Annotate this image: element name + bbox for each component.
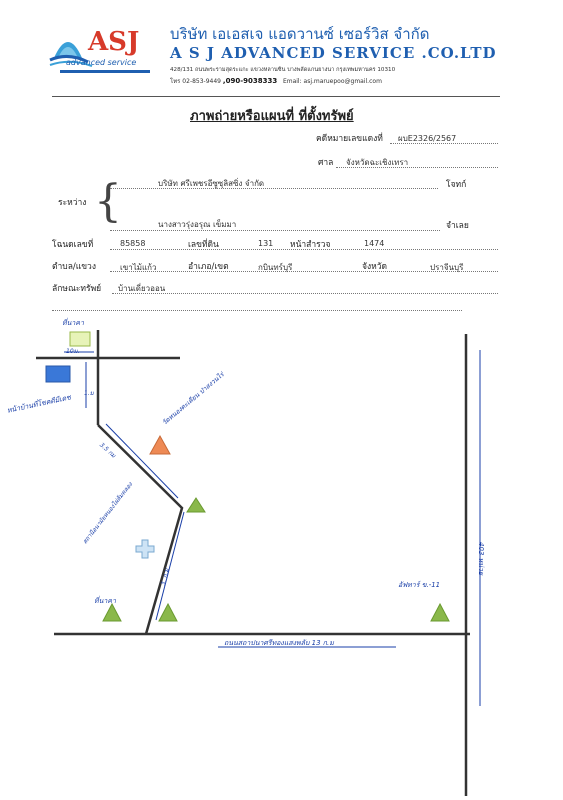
svg-text:ASJ: ASJ [88, 27, 140, 57]
label-road-35: 3.5 กม [97, 441, 117, 460]
label-rice-field-left: ที่นาคา [94, 597, 116, 605]
land-no-label: เลขที่ดิน [188, 240, 219, 250]
survey-value: 1474 [364, 239, 385, 248]
defendant-name: นางสาวรุ่งอรุณ เข็มมา [158, 220, 237, 229]
property-type-value: บ้านเดี่ยวออน [118, 284, 166, 293]
company-contact [170, 76, 382, 86]
landmark-triangle-1 [187, 498, 205, 512]
label-dist-1m: 1.ม [84, 390, 94, 397]
survey-label: หน้าสำรวจ [290, 240, 331, 250]
label-rice-field-top: ที่นาคา [62, 319, 84, 327]
between-label: ระหว่าง [58, 198, 87, 208]
plaintiff-role: โจทก์ [446, 180, 467, 190]
court-value: จังหวัดฉะเชิงเทรา [346, 158, 409, 167]
land-no-value: 131 [258, 239, 274, 248]
case-no-value: ผบE2326/2567 [398, 134, 457, 143]
phone-label: โทร 02-853-9449 [170, 78, 221, 85]
defendant-role: จำเลย [446, 221, 469, 231]
property-line [112, 293, 498, 294]
province-label: จังหวัด [362, 262, 388, 272]
label-403: 403 หน่วย [477, 542, 485, 576]
company-address: 428/131 ถนนพระรามสุดระแกะ แขวงหลานซิน บางพลัดแกนยางนา กรุงเทพมหานคร 10310 [170, 67, 396, 73]
label-dist-3km: 3. ก.ม [159, 567, 171, 587]
company-name-th: บริษัท เอเอสเจ แอดวานซ์ เซอร์วิส จำกัด [170, 25, 430, 43]
case-no-label: คดีหมายเลขแดงที่ [316, 134, 383, 144]
email: Email: asj.maruepoo@gmail.com [282, 78, 382, 85]
deed-value: 85858 [120, 239, 146, 248]
logo-underline [60, 70, 150, 73]
landmark-triangle-3 [159, 604, 177, 621]
subdistrict-value: เขาไม้แก้ว [120, 263, 157, 272]
district-label: อำเภอ/เขต [188, 262, 229, 272]
logo-tagline: advanced service [66, 58, 137, 67]
rice-field-marker [70, 332, 90, 346]
property-type-label: ลักษณะทรัพย์ [52, 284, 102, 294]
label-bottom-road: ถนนสถาปนาศรีทองแสงพลับ 13 ก.ม [224, 639, 334, 647]
district-value: กบินทร์บุรี [258, 263, 293, 272]
brace-icon: { [94, 176, 122, 227]
property-location-triangle [150, 436, 170, 454]
health-center-cross-icon [136, 540, 154, 558]
province-value: ปราจีนบุรี [430, 263, 464, 272]
document-title: ภาพถ่ายหรือแผนที่ ที่ตั้งทรัพย์ [190, 109, 354, 124]
phone-mobile: ,090-9038333 [222, 77, 278, 85]
header-divider [52, 96, 500, 97]
subdistrict-label: ตำบล/แขวง [52, 262, 96, 272]
label-house-neighbor: หน้าบ้านที่โชคดีมีเดช [6, 393, 72, 415]
deed-label: โฉนดเลขที่ [52, 240, 94, 250]
neighbor-house-marker [46, 366, 70, 382]
court-label: ศาล [318, 158, 334, 168]
label-health-center: สถานีอนามัยหนองไผ่ส้มคลอง [81, 481, 135, 546]
company-name-en: A S J ADVANCED SERVICE .CO.LTD [170, 44, 497, 62]
plaintiff-name: บริษัท ศรีเพชรอีซูซุลิสซิ่ง จำกัด [158, 179, 265, 188]
label-temple: วัดหนองตะเคียน ป่าสงวนไร่ [160, 370, 226, 427]
label-junction: อัฟทาร์ ข.-11 [398, 581, 441, 589]
landmark-triangle-4 [431, 604, 449, 621]
label-dist-10m: 10ม. [66, 348, 80, 355]
